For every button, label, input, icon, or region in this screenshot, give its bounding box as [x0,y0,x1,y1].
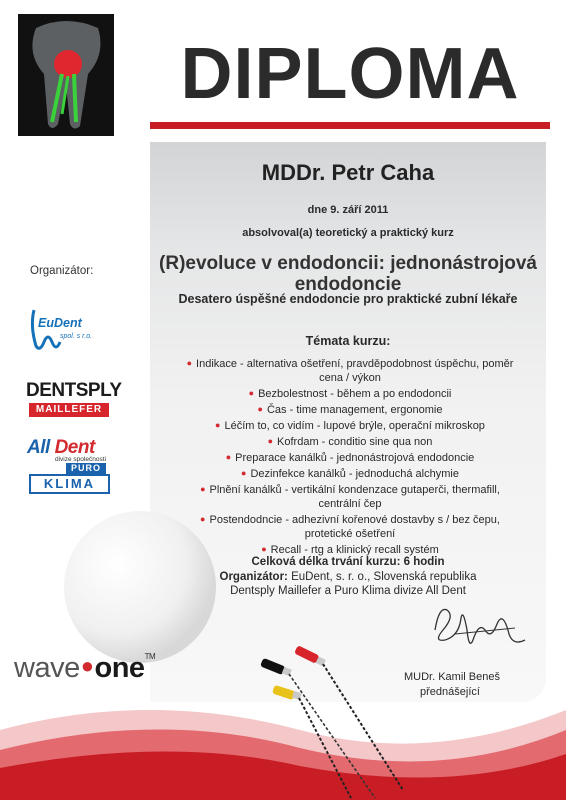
puro-logo: PURO [66,463,106,474]
alldent-logo: All Dent [27,437,95,458]
list-item: ● Recall - rtg a klinický recall systém [261,544,439,556]
recipient-name: MDDr. Petr Caha [261,160,435,185]
bullet-icon: ● [186,358,193,368]
waveone-logo: wave●one™ [14,652,156,684]
signatory-name: MUDr. Kamil Beneš [404,671,500,683]
list-item: ● Kofrdam - conditio sine qua non [267,436,433,448]
organizer-label: Organizátor: [219,571,288,583]
organizer-line-1: Organizátor: EuDent, s. r. o., Slovenská republika [219,571,477,583]
eudent-logo-text: EuDent [38,316,82,330]
bullet-icon: ● [248,388,255,398]
bullet-icon: ● [257,404,263,414]
signatory-role: přednášející [420,686,480,698]
topics-heading: Témata kurzu: [305,334,391,348]
tooth-xray-image [18,14,114,136]
list-item: ● Léčím to, co vidím - lupové brýle, operační mikroskop [215,420,485,432]
eudent-logo-subtext: spol. s r.o. [60,333,93,340]
bullet-icon: ● [200,484,206,494]
bullet-icon: ● [215,420,221,430]
list-item: ● Bezbolestnost - během a po endodoncii [248,388,452,400]
klima-logo: KLIMA [29,474,110,494]
diploma-title: DIPLOMA [180,34,520,114]
bullet-icon: ● [241,468,247,478]
organizer-line-2: Dentsply Maillefer a Puro Klima divize All Dent [230,585,466,597]
course-date: dne 9. září 2011 [307,204,389,216]
course-title-line-1: (R)evoluce v endodoncii: jednonástrojová [159,253,537,274]
course-subtitle: Desatero úspěšné endodoncie pro praktické zubní lékaře [178,292,518,306]
endodontic-files-image [255,640,425,800]
list-item: ● Preparace kanálků - jednonástrojová endodoncie [225,452,475,464]
maillefer-logo: MAILLEFER [29,403,109,417]
bullet-icon: ● [200,514,206,524]
bullet-icon: ● [261,544,267,554]
bullet-icon: ● [267,436,274,446]
list-item: ● Čas - time management, ergonomie [257,404,443,416]
list-item: ● Indikace - alternativa ošetření, pravděpodobnost úspěchu, poměr cena / výkon [186,358,514,384]
signature-image [425,600,535,660]
alldent-subtext: divize společnosti [55,456,106,463]
title-underline-band [150,122,550,129]
course-duration: Celková délka trvání kurzu: 6 hodin [251,556,445,568]
dentsply-logo: DENTSPLY [26,380,122,401]
list-item: ● Plnění kanálků - vertikální kondenzace gutaperči, thermafill, centrální čep [200,484,500,510]
course-title-line-2: endodoncie [294,274,402,295]
pearl-decoration [40,505,240,675]
sidebar-organizer-label: Organizátor: [30,265,94,277]
list-item: ● Dezinfekce kanálků - jednoduchá alchymie [241,468,459,480]
course-title [150,253,546,295]
completion-statement: absolvoval(a) teoretický a praktický kurz [242,227,454,239]
dot-icon: ● [80,653,94,678]
list-item: ● Postendodncie - adhezivní kořenové dostavby s / bez čepu, protetické ošetření [200,514,500,540]
bullet-icon: ● [225,452,232,462]
